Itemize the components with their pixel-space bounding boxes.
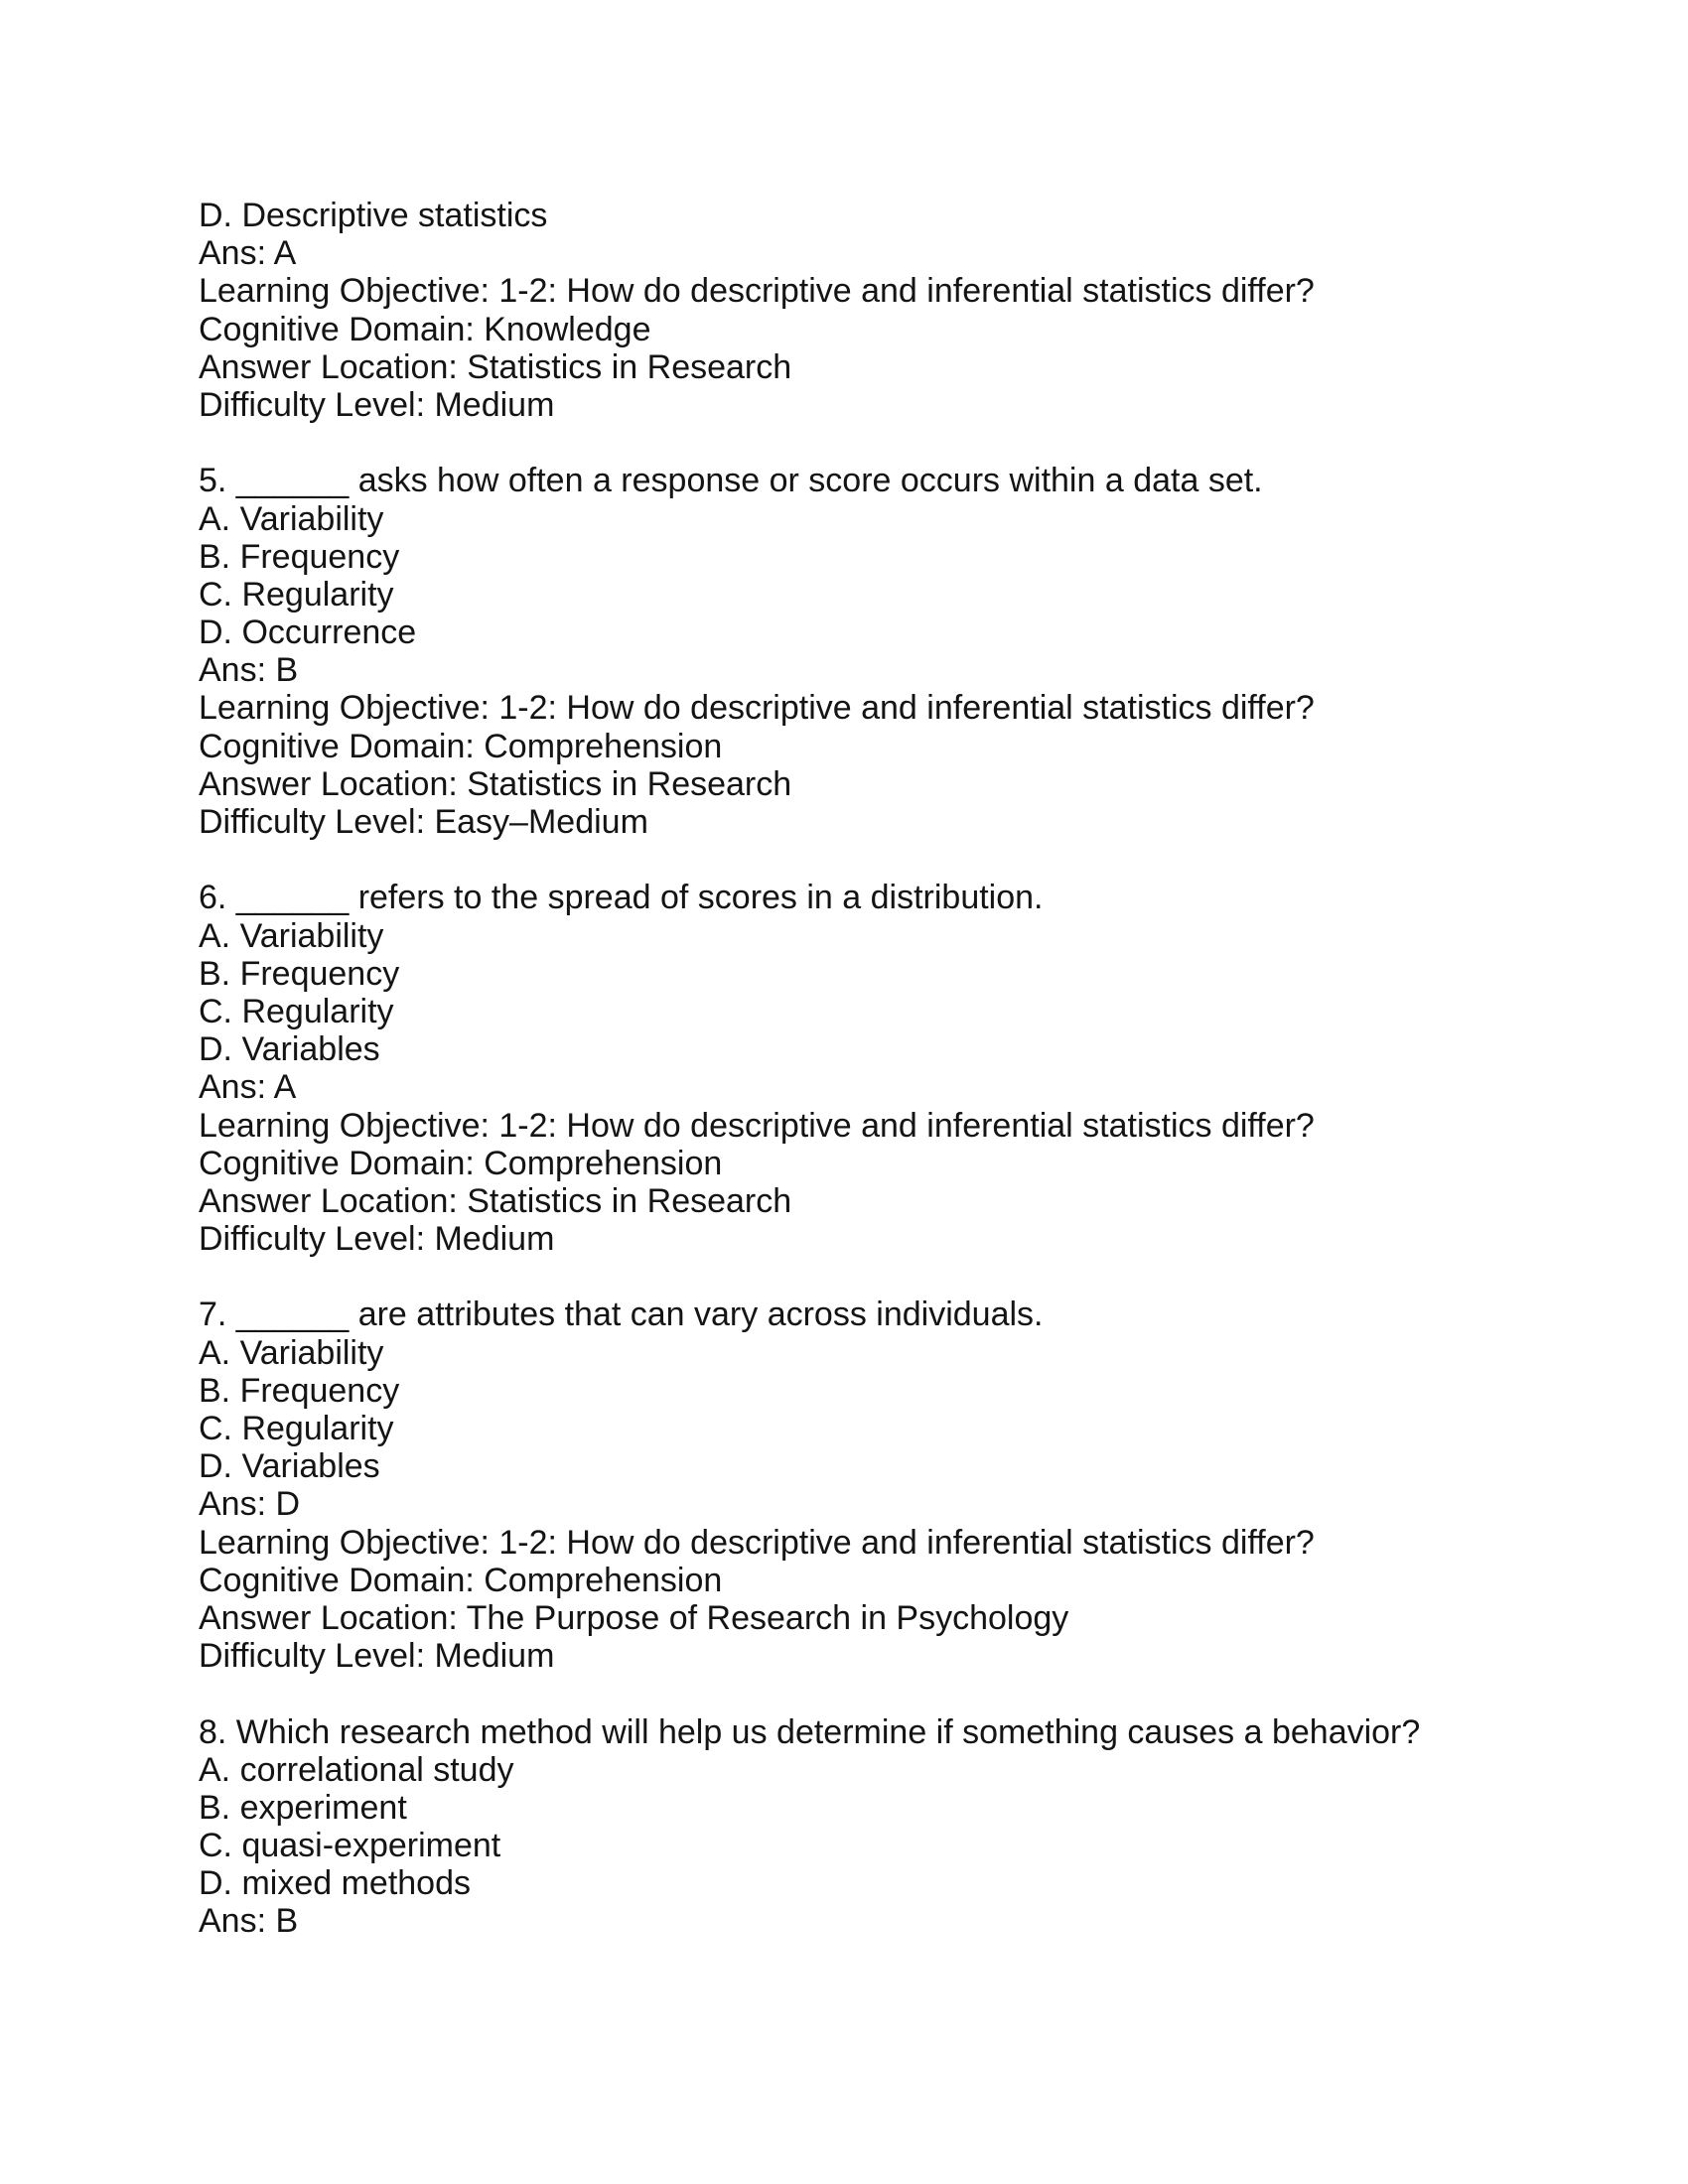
difficulty-level: Difficulty Level: Medium xyxy=(199,1637,555,1676)
answer-location: Answer Location: The Purpose of Research in Psychology xyxy=(199,1598,1069,1637)
option-d: D. Occurrence xyxy=(199,614,417,652)
answer-line: Ans: B xyxy=(199,651,299,690)
answer-line: Ans: B xyxy=(199,1902,299,1941)
question-stem: 5. ______ asks how often a response or score occurs within a data set. xyxy=(199,462,1263,500)
answer-location: Answer Location: Statistics in Research xyxy=(199,347,792,386)
learning-objective: Learning Objective: 1-2: How do descriptive and inferential statistics differ? xyxy=(199,272,1315,311)
difficulty-level: Difficulty Level: Easy–Medium xyxy=(199,803,648,841)
option-d: D. Variables xyxy=(199,1447,380,1486)
answer-line: Ans: A xyxy=(199,234,297,273)
difficulty-level: Difficulty Level: Medium xyxy=(199,1220,555,1259)
cognitive-domain: Cognitive Domain: Knowledge xyxy=(199,310,651,348)
learning-objective: Learning Objective: 1-2: How do descriptive and inferential statistics differ? xyxy=(199,689,1315,728)
option-b: B. Frequency xyxy=(199,537,400,576)
option-d: D. Descriptive statistics xyxy=(199,197,548,234)
question-stem: 8. Which research method will help us determine if something causes a behavior? xyxy=(199,1712,1421,1751)
difficulty-level: Difficulty Level: Medium xyxy=(199,385,555,424)
question-4-continued xyxy=(199,197,1489,424)
option-b: B. Frequency xyxy=(199,954,400,993)
cognitive-domain: Cognitive Domain: Comprehension xyxy=(199,1561,723,1599)
option-a: A. Variability xyxy=(199,1333,384,1372)
option-c: C. quasi-experiment xyxy=(199,1827,501,1865)
question-8 xyxy=(199,1713,1489,1941)
option-c: C. Regularity xyxy=(199,1410,394,1447)
option-a: A. Variability xyxy=(199,916,384,955)
option-a: A. correlational study xyxy=(199,1750,514,1789)
option-d: D. mixed methods xyxy=(199,1864,471,1903)
document-page xyxy=(199,197,1489,1941)
answer-location: Answer Location: Statistics in Research xyxy=(199,1181,792,1220)
question-6 xyxy=(199,879,1489,1258)
cognitive-domain: Cognitive Domain: Comprehension xyxy=(199,727,723,765)
cognitive-domain: Cognitive Domain: Comprehension xyxy=(199,1144,723,1182)
option-b: B. experiment xyxy=(199,1788,407,1827)
option-c: C. Regularity xyxy=(199,575,394,614)
option-c: C. Regularity xyxy=(199,992,394,1030)
answer-line: Ans: D xyxy=(199,1485,301,1524)
option-b: B. Frequency xyxy=(199,1371,400,1410)
answer-location: Answer Location: Statistics in Research xyxy=(199,764,792,803)
learning-objective: Learning Objective: 1-2: How do descriptive and inferential statistics differ? xyxy=(199,1106,1315,1145)
question-5 xyxy=(199,462,1489,841)
question-7 xyxy=(199,1296,1489,1675)
question-stem: 7. ______ are attributes that can vary across individuals. xyxy=(199,1296,1044,1334)
answer-line: Ans: A xyxy=(199,1068,297,1107)
learning-objective: Learning Objective: 1-2: How do descriptive and inferential statistics differ? xyxy=(199,1523,1315,1562)
question-stem: 6. ______ refers to the spread of scores in a distribution. xyxy=(199,879,1044,917)
option-a: A. Variability xyxy=(199,499,384,538)
option-d: D. Variables xyxy=(199,1030,380,1069)
